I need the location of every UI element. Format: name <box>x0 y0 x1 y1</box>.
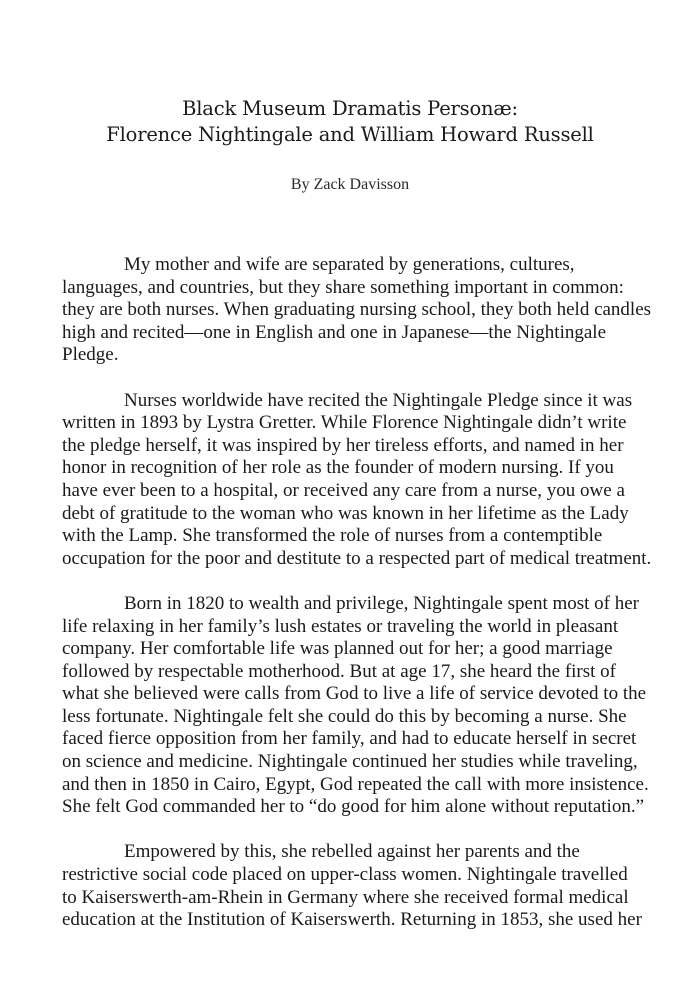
text-line: languages, and countries, but they share something important in common: <box>62 276 624 298</box>
text-line: the pledge herself, it was inspired by her tireless efforts, and named in her <box>62 434 624 456</box>
text-line: Born in 1820 to wealth and privilege, Nightingale spent most of her <box>124 592 640 614</box>
text-line: less fortunate. Nightingale felt she could do this by becoming a nurse. She <box>62 705 627 727</box>
text-line: with the Lamp. She transformed the role of nurses from a contemptible <box>62 525 603 547</box>
text-line: honor in recognition of her role as the founder of modern nursing. If you <box>62 457 614 479</box>
text-line: they are both nurses. When graduating nursing school, they both held candles <box>62 299 652 321</box>
text-line: education at the Institution of Kaiserswerth. Returning in 1853, she used her <box>62 909 642 931</box>
byline: By Zack Davisson <box>290 176 410 193</box>
text-line: Nurses worldwide have recited the Nightingale Pledge since it was <box>124 389 633 411</box>
text-line: Pledge. <box>62 344 119 366</box>
paragraph-1 <box>62 254 662 367</box>
text-line: life relaxing in her family’s lush estates or traveling the world in pleasant <box>62 615 619 637</box>
text-line: faced fierce opposition from her family, and had to educate herself in secret <box>62 728 637 750</box>
title-line-1: Black Museum Dramatis Personæ: <box>182 97 518 120</box>
text-line: company. Her comfortable life was planned out for her; a good marriage <box>62 638 613 660</box>
text-line: what she believed were calls from God to live a life of service devoted to the <box>62 683 647 705</box>
text-line: Empowered by this, she rebelled against her parents and the <box>124 841 580 863</box>
title-line-2: Florence Nightingale and William Howard Russell <box>106 123 594 146</box>
paragraph-2 <box>62 390 662 571</box>
paragraph-3 <box>62 593 662 819</box>
text-line: written in 1893 by Lystra Gretter. While Florence Nightingale didn’t write <box>62 412 627 434</box>
page-title <box>0 96 700 148</box>
text-line: restrictive social code placed on upper-class women. Nightingale travelled <box>62 864 628 886</box>
text-line: and then in 1850 in Cairo, Egypt, God repeated the call with more insistence. <box>62 773 649 795</box>
text-line: followed by respectable motherhood. But at age 17, she heard the first of <box>62 660 616 682</box>
text-line: occupation for the poor and destitute to a respected part of medical treatment. <box>62 547 652 569</box>
text-line: on science and medicine. Nightingale continued her studies while traveling, <box>62 751 638 773</box>
article-body <box>62 254 662 954</box>
text-line: My mother and wife are separated by generations, cultures, <box>124 254 575 275</box>
paragraph-4 <box>62 841 662 931</box>
text-line: have ever been to a hospital, or received any care from a nurse, you owe a <box>62 479 625 501</box>
text-line: She felt God commanded her to “do good for him alone without reputation.” <box>62 796 644 818</box>
text-line: high and recited—one in English and one in Japanese—the Nightingale <box>62 321 606 343</box>
text-line: to Kaiserswerth-am-Rhein in Germany where she received formal medical <box>62 886 629 908</box>
text-line: debt of gratitude to the woman who was known in her lifetime as the Lady <box>62 502 629 524</box>
